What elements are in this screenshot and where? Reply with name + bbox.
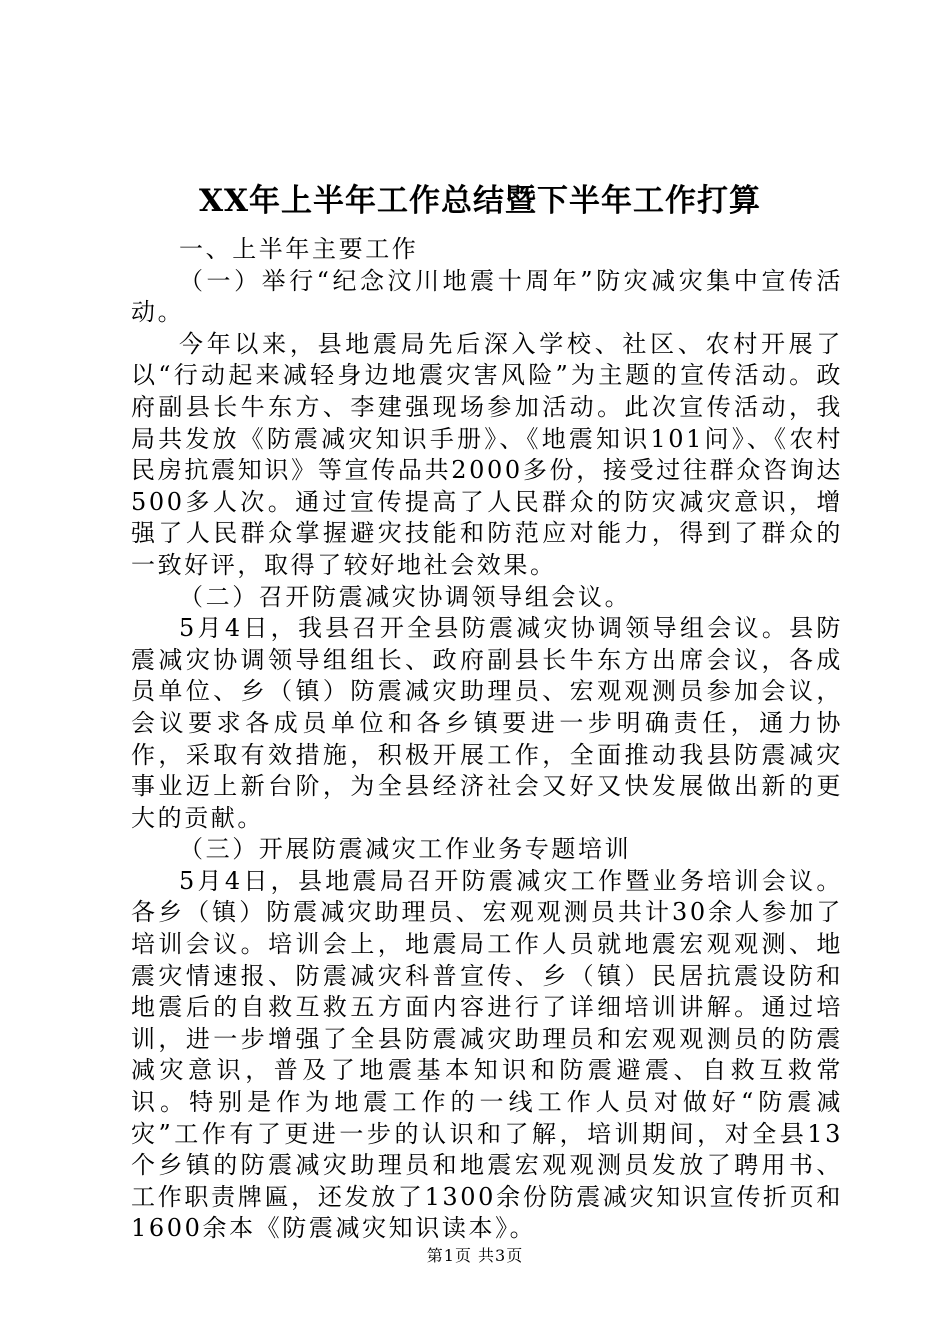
subsection-heading: （一）举行“纪念汶川地震十周年”防灾减灾集中宣传活动。 xyxy=(131,266,843,327)
subsection-heading: （三）开展防震减灾工作业务专题培训 xyxy=(179,835,632,864)
body-paragraph: 5月4日，我县召开全县防震减灾协调领导组会议。县防震减灾协调领导组组长、政府副县长牛东方出席会议，各成员单位、乡（镇）防震减灾助理员、宏观观测员参加会议，会议要求各成员单位和各乡镇要进一步明确责任，通力协作，采取有效措施，积极开展工作，全面推动我县防震减灾事业迈上新台阶，为全县经济社会又好又快发展做出新的更大的贡献。 xyxy=(131,614,843,832)
document-title: XX年上半年工作总结暨下半年工作打算 xyxy=(198,183,762,219)
body-paragraph: 5月4日，县地震局召开防震减灾工作暨业务培训会议。各乡（镇）防震减灾助理员、宏观观测员共计30余人参加了培训会议。培训会上，地震局工作人员就地震宏观观测、地震灾情速报、防震减灾科普宣传、乡（镇）民居抗震设防和地震后的自救互救五方面内容进行了详细培训讲解。通过培训，进一步增强了全县防震减灾助理员和宏观观测员的防震减灾意识，普及了地震基本知识和防震避震、自救互救常识。特别是作为地震工作的一线工作人员对做好“防震减灾”工作有了更进一步的认识和了解，培训期间，对全县13个乡镇的防震减灾助理员和地震宏观观测员发放了聘用书、工作职责牌匾，还发放了1300余份防震减灾知识宣传折页和1600余本《防震减灾知识读本》。 xyxy=(131,866,843,1243)
body-paragraph: 今年以来，县地震局先后深入学校、社区、农村开展了以“行动起来减轻身边地震灾害风险”为主题的宣传活动。政府副县长牛东方、李建强现场参加活动。此次宣传活动，我局共发放《防震减灾知识手册》、《地震知识101问》、《农村民房抗震知识》等宣传品共2000多份，接受过往群众咨询达500多人次。通过宣传提高了人民群众的防灾减灾意识，增强了人民群众掌握避灾技能和防范应对能力，得到了群众的一致好评，取得了较好地社会效果。 xyxy=(131,329,843,579)
subsection-heading: （二）召开防震减灾协调领导组会议。 xyxy=(179,582,632,611)
document-body xyxy=(131,234,843,1245)
page-number-footer: 第1页 共3页 xyxy=(426,1246,524,1265)
section-heading: 一、上半年主要工作 xyxy=(179,235,419,263)
